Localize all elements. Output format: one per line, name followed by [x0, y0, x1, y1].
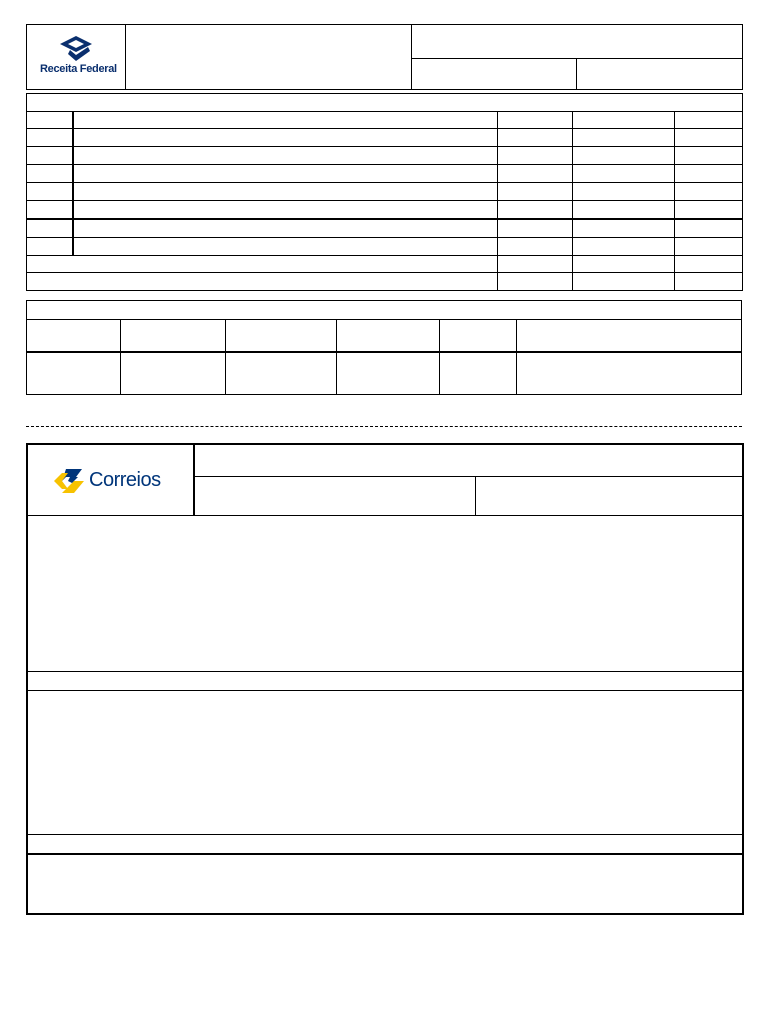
receita-emblem-icon	[30, 32, 122, 62]
table-column	[439, 319, 440, 395]
correios-frame	[26, 443, 744, 915]
header-divider	[411, 58, 743, 59]
receita-header	[26, 24, 743, 90]
table-row	[26, 237, 743, 238]
table-row	[26, 218, 743, 220]
receita-logo	[30, 32, 122, 82]
items-table	[26, 93, 743, 291]
header-divider	[576, 58, 577, 90]
receita-logo-text: Receita Federal	[40, 63, 117, 75]
header-divider	[193, 443, 195, 516]
header-divider	[125, 24, 126, 90]
table-row	[26, 272, 743, 273]
header-divider	[193, 476, 744, 477]
section-divider	[26, 853, 744, 855]
table-column	[497, 111, 498, 291]
table-row	[26, 128, 743, 129]
table-row	[26, 182, 743, 183]
correios-logo	[52, 466, 172, 496]
table-row	[26, 319, 742, 320]
table-row	[26, 164, 743, 165]
table-column	[572, 111, 573, 291]
cut-line	[26, 426, 742, 427]
table-row	[26, 255, 743, 256]
table-column	[674, 111, 675, 291]
header-divider	[475, 476, 476, 516]
correios-emblem-icon	[52, 467, 88, 495]
table-column	[225, 319, 226, 395]
section-divider	[26, 834, 744, 835]
table-column	[336, 319, 337, 395]
table-column	[72, 111, 74, 255]
table-column	[120, 319, 121, 395]
section-divider	[26, 671, 744, 672]
table-row	[26, 351, 742, 353]
table-row	[26, 111, 743, 112]
header-divider	[26, 515, 744, 516]
table-row	[26, 146, 743, 147]
correios-logo-text: Correios	[89, 469, 161, 491]
section-divider	[26, 690, 744, 691]
header-divider	[411, 24, 412, 90]
details-table	[26, 300, 742, 395]
table-row	[26, 200, 743, 201]
table-column	[516, 319, 517, 395]
